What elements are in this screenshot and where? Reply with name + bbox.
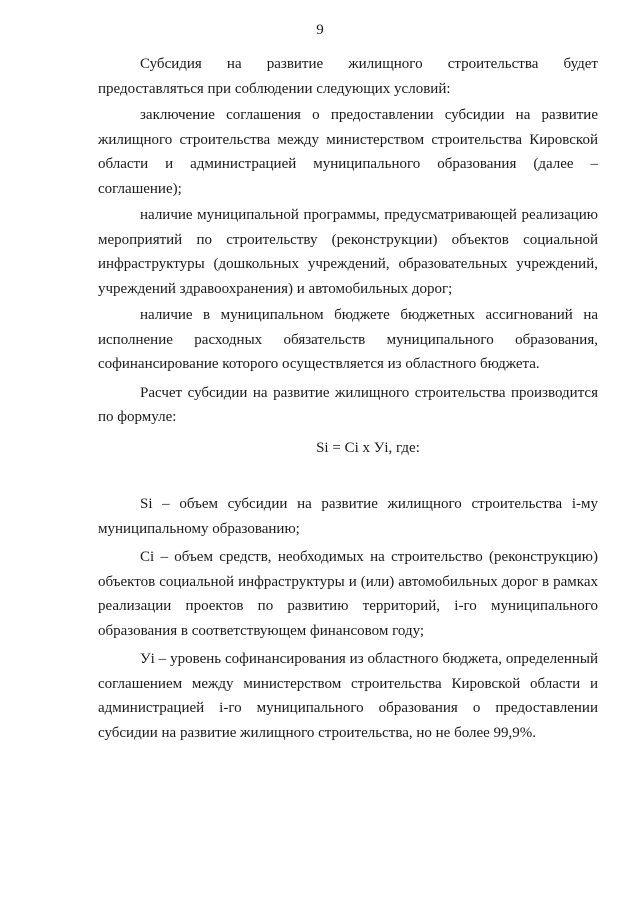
page-number: 9 [316,22,324,38]
document-body [98,52,598,745]
definition-ci: Ci – объем средств, необходимых на строительство (реконструкцию) объектов социальной инфраструктуры и (или) автомобильных дорог в рамках реализации проектов по развитию территорий, i-го муниципального образования в соответствующем финансовом году; [98,549,598,639]
paragraph-calculation-intro: Расчет субсидии на развитие жилищного строительства производится по формуле: [98,384,598,425]
paragraph-subsidy-conditions: Субсидия на развитие жилищного строительства будет предоставляться при соблюдении следующих условий: [98,56,598,97]
definition-si: Si – объем субсидии на развитие жилищного строительства i-му муниципальному образованию; [98,496,598,537]
paragraph-budget-condition: наличие в муниципальном бюджете бюджетных ассигнований на исполнение расходных обязательств муниципального образования, софинансирование которого осуществляется из областного бюджета. [98,307,598,372]
paragraph-agreement-condition: заключение соглашения о предоставлении субсидии на развитие жилищного строительства между министерством строительства Кировской области и администрацией муниципального образования (далее – соглашение); [98,107,598,197]
paragraph-program-condition: наличие муниципальной программы, предусматривающей реализацию мероприятий по строительству (реконструкции) объектов социальной инфраструктуры (дошкольных учреждений, образовательных учреждений, учреждений здравоохранения) и автомобильных дорог; [98,207,598,297]
definition-yi: Уi – уровень софинансирования из областного бюджета, определенный соглашением между министерством строительства Кировской области и администрацией i-го муниципального образования о предоставлении субсидии на развитие жилищного строительства, но не более 99,9%. [98,651,598,741]
subsidy-formula: Si = Ci x Уi, где: [316,439,420,456]
